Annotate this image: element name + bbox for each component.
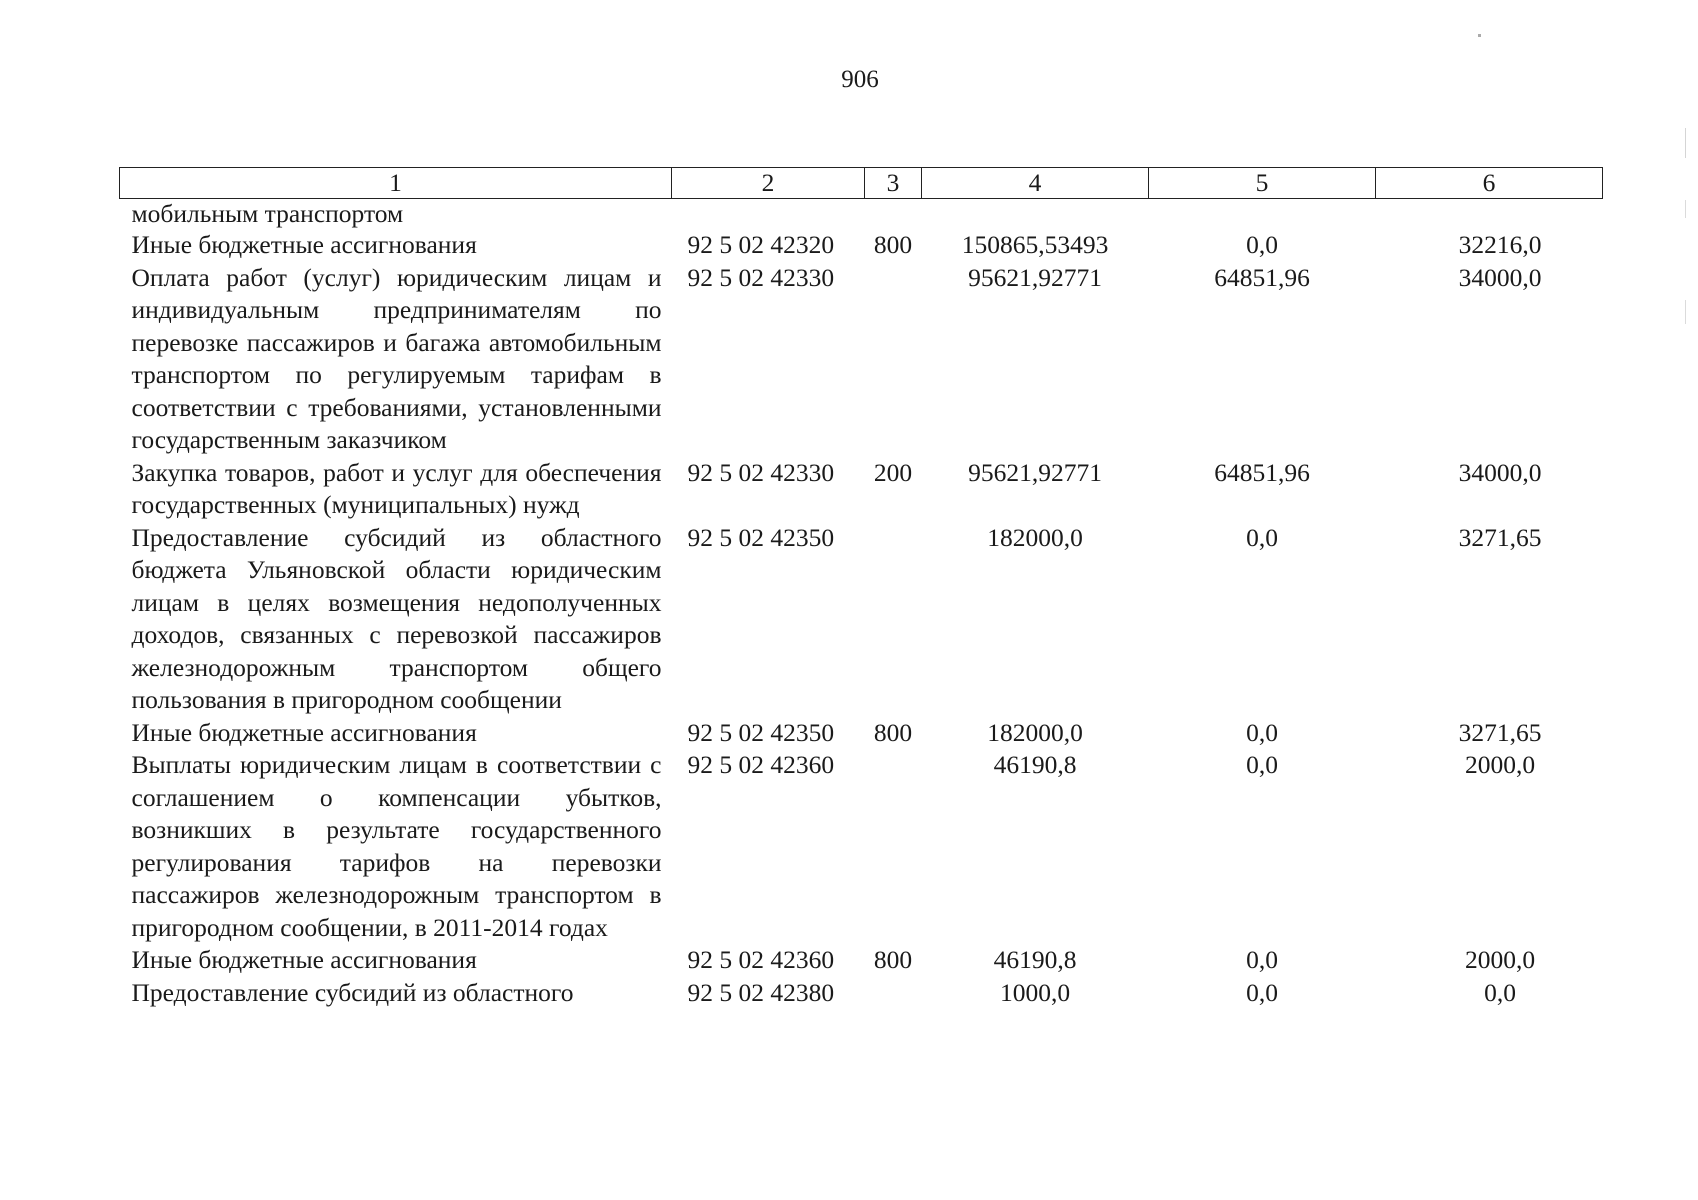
- row-code: 92 5 02 42380: [687, 977, 835, 1007]
- table-row: [120, 717, 1603, 750]
- scan-artifact: [1685, 128, 1686, 158]
- table-row: [120, 262, 1603, 457]
- row-value-5: 0,0: [1246, 717, 1278, 747]
- row-value-5: 0,0: [1246, 750, 1278, 779]
- row-description: Закупка товаров, работ и услуг для обеспечения государственных (муниципальных) нужд: [131, 457, 662, 519]
- header-col-4: 4: [922, 168, 1149, 199]
- row-value-5: [1149, 199, 1376, 230]
- row-description: мобильным транспортом: [131, 199, 404, 228]
- header-col-5: 5: [1149, 168, 1376, 199]
- row-code: 92 5 02 42350: [687, 522, 835, 552]
- row-description: Оплата работ (услуг) юридическим лицам и индивидуальным предпринимателям по перевозке пассажиров и багажа автомобильным транспортом по регулируемым тарифам в соответствии с требованиями, установленными государственным заказчиком: [131, 262, 662, 454]
- row-value-4: 182000,0: [987, 522, 1083, 552]
- row-kind: [865, 199, 922, 230]
- row-value-4: 1000,0: [999, 977, 1071, 1007]
- row-value-6: 2000,0: [1464, 945, 1536, 974]
- row-value-6: 0,0: [1484, 977, 1516, 1007]
- row-value-4: [922, 199, 1149, 230]
- row-value-5: 0,0: [1246, 522, 1278, 552]
- row-value-5: 64851,96: [1214, 457, 1310, 487]
- row-value-4: 95621,92771: [968, 262, 1102, 292]
- table-row: [120, 457, 1603, 522]
- table-row: [120, 522, 1603, 717]
- row-value-5: 64851,96: [1214, 262, 1310, 292]
- row-kind: [865, 262, 922, 457]
- row-kind: 800: [873, 230, 913, 259]
- row-code: [672, 199, 865, 230]
- row-description: Иные бюджетные ассигнования: [131, 945, 477, 974]
- table-row: [120, 229, 1603, 262]
- page-number: 906: [841, 66, 879, 93]
- row-value-6: 34000,0: [1458, 262, 1542, 292]
- row-code: 92 5 02 42320: [687, 230, 835, 259]
- header-col-2: 2: [672, 168, 865, 199]
- header-col-3: 3: [865, 168, 922, 199]
- scan-artifact: [1685, 200, 1686, 218]
- row-kind: 800: [873, 945, 913, 974]
- row-code: 92 5 02 42360: [687, 750, 835, 779]
- header-col-1: 1: [120, 168, 672, 199]
- row-value-4: 46190,8: [993, 750, 1077, 779]
- row-description: Предоставление субсидий из областного бюджета Ульяновской области юридическим лицам в целях возмещения недополученных доходов, связанных с перевозкой пассажиров железнодорожным транспортом общего пользования в пригородном сообщении: [131, 522, 662, 714]
- row-kind: [865, 977, 922, 1010]
- header-row: [120, 168, 1603, 199]
- scan-artifact: [1685, 300, 1686, 324]
- row-value-6: 2000,0: [1464, 750, 1536, 779]
- scan-artifact: [1478, 34, 1481, 37]
- budget-table: [119, 167, 1603, 1009]
- table-row: [120, 749, 1603, 944]
- row-value-6: 34000,0: [1458, 457, 1542, 487]
- row-description: Иные бюджетные ассигнования: [131, 717, 477, 747]
- row-description: Выплаты юридическим лицам в соответствии с соглашением о компенсации убытков, возникших в результате государственного регулирования тарифов на перевозки пассажиров железнодорожным транспортом в пригородном сообщении, в 2011-2014 годах: [131, 750, 662, 942]
- row-code: 92 5 02 42350: [687, 717, 835, 747]
- row-value-6: 32216,0: [1458, 230, 1542, 259]
- table-row: [120, 944, 1603, 977]
- row-value-4: 182000,0: [987, 717, 1083, 747]
- row-value-5: 0,0: [1246, 230, 1278, 259]
- row-value-6: 3271,65: [1458, 522, 1542, 552]
- row-kind: 800: [873, 717, 913, 747]
- row-kind: 200: [873, 457, 913, 487]
- row-value-4: 150865,53493: [961, 230, 1109, 259]
- header-col-6: 6: [1376, 168, 1603, 199]
- row-value-4: 46190,8: [993, 945, 1077, 974]
- row-code: 92 5 02 42360: [687, 945, 835, 974]
- row-value-6: 3271,65: [1458, 717, 1542, 747]
- row-kind: [865, 749, 922, 944]
- table-row: [120, 199, 1603, 230]
- row-code: 92 5 02 42330: [687, 457, 835, 487]
- row-value-6: [1376, 199, 1603, 230]
- row-value-5: 0,0: [1246, 977, 1278, 1007]
- row-code: 92 5 02 42330: [687, 262, 835, 292]
- table-row: [120, 977, 1603, 1010]
- row-value-4: 95621,92771: [968, 457, 1102, 487]
- row-value-5: 0,0: [1246, 945, 1278, 974]
- row-kind: [865, 522, 922, 717]
- row-description: Иные бюджетные ассигнования: [131, 230, 477, 259]
- row-description: Предоставление субсидий из областного: [131, 977, 574, 1007]
